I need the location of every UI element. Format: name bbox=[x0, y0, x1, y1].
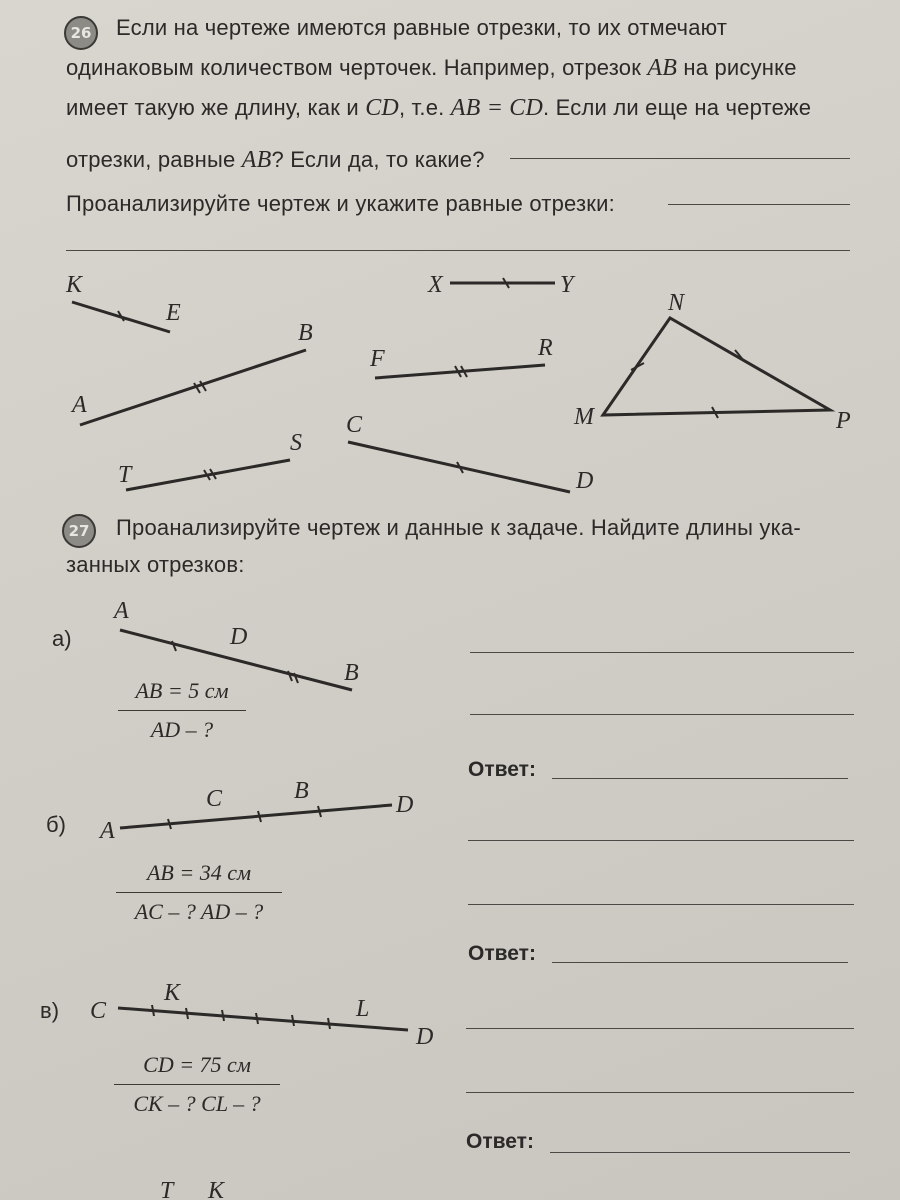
part-g-label-K: K bbox=[208, 1178, 225, 1200]
task-26-line-4: отрезки, равные AB? Если да, то какие? bbox=[66, 147, 485, 173]
label-Y: Y bbox=[560, 272, 574, 298]
part-a-marker: а) bbox=[52, 626, 72, 651]
part-v-marker: в) bbox=[40, 998, 60, 1023]
part-a-answer-label: Ответ: bbox=[468, 758, 536, 781]
task-27-number: 27 bbox=[62, 514, 96, 548]
task-26-line-1: Если на чертеже имеются равные отрезки, то их отмечают bbox=[116, 15, 728, 40]
label-M: M bbox=[574, 404, 594, 430]
label-A: A bbox=[72, 392, 87, 418]
label-D: D bbox=[576, 468, 594, 494]
label-R: R bbox=[538, 335, 553, 361]
part-b-label-C: C bbox=[206, 786, 223, 812]
task-26-number: 26 bbox=[64, 16, 98, 50]
part-a-label-A: A bbox=[114, 598, 129, 624]
part-a-given-value: AB = 5 см bbox=[135, 678, 229, 703]
part-v-label-D: D bbox=[416, 1024, 434, 1050]
task-27-line-2: занных отрезков: bbox=[66, 552, 245, 577]
part-b-given-value: AB = 34 см bbox=[146, 860, 252, 885]
part-b-label-B: B bbox=[294, 778, 309, 804]
part-a-find: AD – ? bbox=[150, 717, 214, 742]
part-b-label-A: A bbox=[100, 818, 115, 844]
part-a-label-B: B bbox=[344, 660, 359, 686]
label-P: P bbox=[836, 408, 851, 434]
label-F: F bbox=[370, 346, 385, 372]
part-v-answer-label: Ответ: bbox=[466, 1130, 534, 1153]
label-C: C bbox=[346, 412, 363, 438]
label-E: E bbox=[166, 300, 181, 326]
label-T: T bbox=[118, 462, 132, 488]
part-b-marker: б) bbox=[46, 812, 66, 837]
part-a-label-D: D bbox=[230, 624, 248, 650]
part-v-label-L: L bbox=[356, 996, 370, 1022]
label-B: B bbox=[298, 320, 313, 346]
task-26-line-5: Проанализируйте чертеж и укажите равные отрезки: bbox=[66, 191, 615, 216]
label-X: X bbox=[428, 272, 443, 298]
part-b-find: AC – ? AD – ? bbox=[134, 899, 264, 924]
label-K: K bbox=[66, 272, 83, 298]
label-N: N bbox=[668, 290, 685, 316]
part-v-label-C: C bbox=[90, 998, 107, 1024]
part-v-find: CK – ? CL – ? bbox=[133, 1091, 261, 1116]
part-v-label-K: K bbox=[164, 980, 181, 1006]
task-26-line-3: имеет такую же длину, как и CD, т.е. AB = CD. Если ли еще на чертеже bbox=[66, 95, 812, 121]
part-g-label-T: T bbox=[160, 1178, 174, 1200]
task-26-line-2: одинаковым количеством черточек. Например, отрезок AB на рисунке bbox=[66, 55, 797, 81]
part-v-given-value: CD = 75 см bbox=[143, 1052, 251, 1077]
part-b-label-D: D bbox=[396, 792, 414, 818]
label-S: S bbox=[290, 430, 302, 456]
part-b-answer-label: Ответ: bbox=[468, 942, 536, 965]
task-27-line-1: Проанализируйте чертеж и данные к задаче. Найдите длины ука- bbox=[116, 515, 801, 540]
